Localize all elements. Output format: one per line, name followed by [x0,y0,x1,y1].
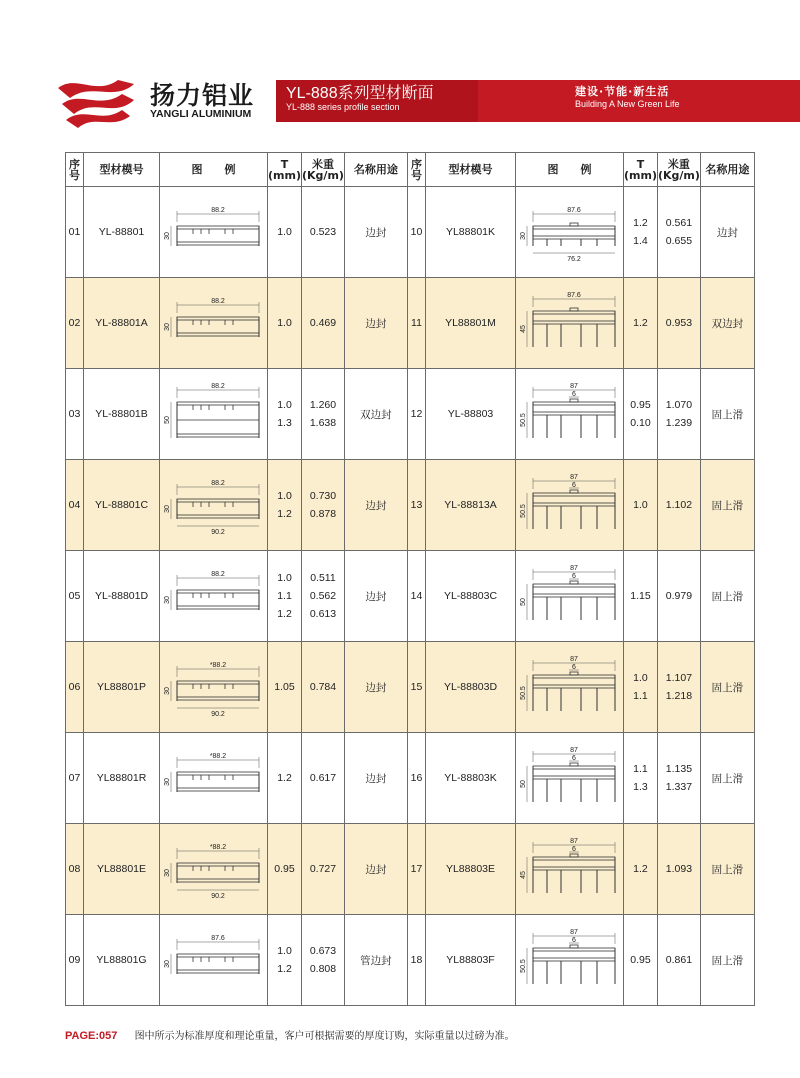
dimension-height-label: 45 [519,871,527,879]
row-seq: 03 [66,369,84,460]
row-model: YL88801P [84,642,160,733]
dimension-mid-label: 6 [571,573,576,580]
row-figure [516,824,624,915]
row-thickness: 1.2 [624,824,658,915]
profile-section-drawing [517,372,623,456]
table-row [408,278,755,369]
row-figure [160,460,268,551]
col-model: 型材模号 [84,153,160,187]
dimension-height-label: 30 [163,869,171,877]
row-weight: 1.093 [657,824,700,915]
row-figure [160,824,268,915]
row-thickness: 0.95 [268,824,302,915]
row-thickness: 1.2 [268,733,302,824]
row-seq: 06 [66,642,84,733]
dimension-height-label: 30 [519,232,527,240]
row-seq: 14 [408,551,426,642]
slogan-cn: 建设·节能·新生活 [575,85,670,98]
table-row [66,187,408,278]
profile-section-drawing [161,463,267,547]
row-model: YL-88801A [84,278,160,369]
row-seq: 18 [408,915,426,1006]
row-seq: 13 [408,460,426,551]
row-thickness: 1.1 1.3 [624,733,658,824]
dimension-mid-label: 6 [571,664,576,671]
row-model: YL-88801 [84,187,160,278]
dimension-top-label: 88.2 [210,383,225,390]
row-thickness: 1.0 [268,187,302,278]
profile-table-left [65,152,408,1006]
row-weight: 0.784 [302,642,345,733]
profile-section-drawing [161,554,267,638]
row-weight: 0.561 0.655 [657,187,700,278]
profile-section-drawing [161,281,267,365]
row-seq: 05 [66,551,84,642]
row-thickness: 1.0 1.2 [268,915,302,1006]
row-weight: 0.469 [302,278,345,369]
col-thickness: T (mm) [268,153,302,187]
row-weight: 1.260 1.638 [302,369,345,460]
row-figure [160,369,268,460]
table-row [408,915,755,1006]
row-usage: 边封 [344,278,407,369]
row-seq: 15 [408,642,426,733]
dimension-height-label: 30 [163,505,171,513]
profile-section-drawing [517,736,623,820]
dimension-top-label: 88.2 [210,480,225,487]
col-seq: 序号 [408,153,426,187]
dimension-top-label: 87 [569,747,578,754]
profile-section-drawing [161,827,267,911]
dimension-top-label: 88.2 [210,298,225,305]
table-row [408,460,755,551]
row-model: YL88801G [84,915,160,1006]
dimension-top-label: 87 [569,383,578,390]
row-figure [160,733,268,824]
profile-section-drawing [517,827,623,911]
row-usage: 边封 [344,824,407,915]
dimension-mid-label: 6 [571,846,576,853]
page-header [0,0,800,150]
row-thickness: 1.15 [624,551,658,642]
profile-section-drawing [161,918,267,1002]
profile-section-drawing [161,372,267,456]
dimension-height-label: 50 [163,416,171,424]
row-usage: 双边封 [344,369,407,460]
brand-flag-logo-icon [56,74,136,130]
row-model: YL88801K [426,187,516,278]
col-usage: 名称用途 [700,153,754,187]
table-row [66,733,408,824]
table-row [408,824,755,915]
row-model: YL-88803 [426,369,516,460]
row-figure [516,642,624,733]
profile-section-drawing [161,190,267,274]
table-row [66,460,408,551]
row-model: YL88801M [426,278,516,369]
row-model: YL-88803C [426,551,516,642]
row-seq: 04 [66,460,84,551]
dimension-top-label: *88.2 [209,753,226,760]
profile-section-drawing [517,190,623,274]
dimension-top-label: 87 [569,474,578,481]
row-figure [160,278,268,369]
row-weight: 0.730 0.878 [302,460,345,551]
footer-note: 图中所示为标准厚度和理论重量，客户可根据需要的厚度订购，实际重量以过磅为准。 [134,1031,515,1042]
row-weight: 1.070 1.239 [657,369,700,460]
table-row [408,369,755,460]
profile-section-drawing [517,918,623,1002]
row-thickness: 0.95 0.10 [624,369,658,460]
row-model: YL-88803K [426,733,516,824]
row-weight: 0.617 [302,733,345,824]
dimension-mid-label: 6 [571,482,576,489]
row-weight: 1.107 1.218 [657,642,700,733]
row-weight: 0.523 [302,187,345,278]
row-seq: 09 [66,915,84,1006]
row-seq: 11 [408,278,426,369]
row-model: YL88803F [426,915,516,1006]
row-weight: 0.979 [657,551,700,642]
row-seq: 07 [66,733,84,824]
row-thickness: 1.0 [624,460,658,551]
col-figure: 图 例 [160,153,268,187]
row-usage: 管边封 [344,915,407,1006]
row-figure [160,551,268,642]
row-model: YL88801R [84,733,160,824]
row-usage: 固上滑 [700,642,754,733]
row-weight: 0.861 [657,915,700,1006]
row-weight: 0.673 0.808 [302,915,345,1006]
row-thickness: 1.0 1.1 1.2 [268,551,302,642]
row-figure [516,733,624,824]
page-subtitle: YL-888 series profile section [286,102,400,112]
dimension-top-label: *88.2 [209,844,226,851]
row-figure [160,915,268,1006]
profile-section-drawing [517,463,623,547]
row-usage: 固上滑 [700,551,754,642]
dimension-height-label: 50.5 [519,504,527,518]
row-seq: 08 [66,824,84,915]
row-usage: 边封 [344,642,407,733]
dimension-height-label: 30 [163,232,171,240]
dimension-bottom-label: 76.2 [566,256,581,263]
row-usage: 双边封 [700,278,754,369]
dimension-top-label: 87 [569,656,578,663]
row-seq: 17 [408,824,426,915]
table-row [66,642,408,733]
brand-name-en: YANGLI ALUMINIUM [150,108,252,120]
dimension-height-label: 50 [519,780,527,788]
row-figure [516,187,624,278]
row-figure [516,369,624,460]
page-number: PAGE:057 [65,1030,118,1042]
row-figure [516,460,624,551]
profile-section-drawing [161,736,267,820]
dimension-top-label: 87 [569,929,578,936]
dimension-height-label: 30 [163,960,171,968]
row-usage: 固上滑 [700,369,754,460]
row-thickness: 1.0 1.1 [624,642,658,733]
row-figure [516,551,624,642]
dimension-top-label: 87.6 [566,207,581,214]
dimension-mid-label: 6 [571,755,576,762]
table-row [66,551,408,642]
row-figure [516,278,624,369]
row-weight: 0.727 [302,824,345,915]
row-figure [516,915,624,1006]
profile-section-drawing [517,281,623,365]
dimension-bottom-label: 90.2 [210,893,225,900]
dimension-mid-label: 6 [571,937,576,944]
profile-section-drawing [517,645,623,729]
table-header-row [408,153,755,187]
row-usage: 边封 [344,551,407,642]
row-model: YL-88801D [84,551,160,642]
row-weight: 1.135 1.337 [657,733,700,824]
dimension-bottom-label: 90.2 [210,711,225,718]
table-row [408,551,755,642]
row-seq: 01 [66,187,84,278]
dimension-height-label: 45 [519,325,527,333]
slogan-en: Building A New Green Life [575,99,680,109]
table-row [66,278,408,369]
dimension-bottom-label: 90.2 [210,529,225,536]
row-usage: 固上滑 [700,824,754,915]
row-thickness: 1.0 1.3 [268,369,302,460]
row-model: YL-88801B [84,369,160,460]
col-usage: 名称用途 [344,153,407,187]
dimension-height-label: 30 [163,778,171,786]
col-seq: 序号 [66,153,84,187]
row-seq: 10 [408,187,426,278]
row-thickness: 1.2 1.4 [624,187,658,278]
col-figure: 图 例 [516,153,624,187]
row-figure [160,642,268,733]
brand-name-cn: 扬力铝业 [150,81,255,110]
row-thickness: 1.2 [624,278,658,369]
row-seq: 16 [408,733,426,824]
dimension-height-label: 50.5 [519,959,527,973]
table-row [66,369,408,460]
dimension-top-label: 87.6 [210,935,225,942]
dimension-top-label: 87.6 [566,292,581,299]
row-model: YL-88801C [84,460,160,551]
col-model: 型材模号 [426,153,516,187]
page-title: YL-888系列型材断面 [286,85,434,102]
row-weight: 0.511 0.562 0.613 [302,551,345,642]
col-weight: 米重 (Kg/m) [302,153,345,187]
row-usage: 边封 [344,187,407,278]
row-thickness: 0.95 [624,915,658,1006]
row-thickness: 1.05 [268,642,302,733]
dimension-top-label: 87 [569,565,578,572]
dimension-height-label: 50.5 [519,413,527,427]
col-thickness: T (mm) [624,153,658,187]
row-usage: 边封 [344,733,407,824]
row-model: YL88801E [84,824,160,915]
row-usage: 固上滑 [700,460,754,551]
table-row [408,642,755,733]
dimension-height-label: 30 [163,596,171,604]
row-thickness: 1.0 1.2 [268,460,302,551]
dimension-top-label: 87 [569,838,578,845]
table-row [408,187,755,278]
dimension-height-label: 50 [519,598,527,606]
table-row [66,824,408,915]
row-seq: 02 [66,278,84,369]
row-usage: 固上滑 [700,733,754,824]
row-usage: 边封 [344,460,407,551]
profile-table-right [407,152,755,1006]
profile-section-drawing [517,554,623,638]
table-row [66,915,408,1006]
dimension-height-label: 50.5 [519,686,527,700]
row-model: YL-88803D [426,642,516,733]
dimension-height-label: 30 [163,687,171,695]
row-seq: 12 [408,369,426,460]
table-row [408,733,755,824]
dimension-top-label: *88.2 [209,662,226,669]
profile-section-drawing [161,645,267,729]
row-usage: 边封 [700,187,754,278]
dimension-top-label: 88.2 [210,207,225,214]
page-footer [65,1027,515,1042]
row-weight: 0.953 [657,278,700,369]
row-usage: 固上滑 [700,915,754,1006]
dimension-mid-label: 6 [571,391,576,398]
table-header-row [66,153,408,187]
dimension-top-label: 88.2 [210,571,225,578]
row-thickness: 1.0 [268,278,302,369]
row-figure [160,187,268,278]
col-weight: 米重 (Kg/m) [657,153,700,187]
row-model: YL88803E [426,824,516,915]
row-weight: 1.102 [657,460,700,551]
dimension-height-label: 30 [163,323,171,331]
row-model: YL-88813A [426,460,516,551]
